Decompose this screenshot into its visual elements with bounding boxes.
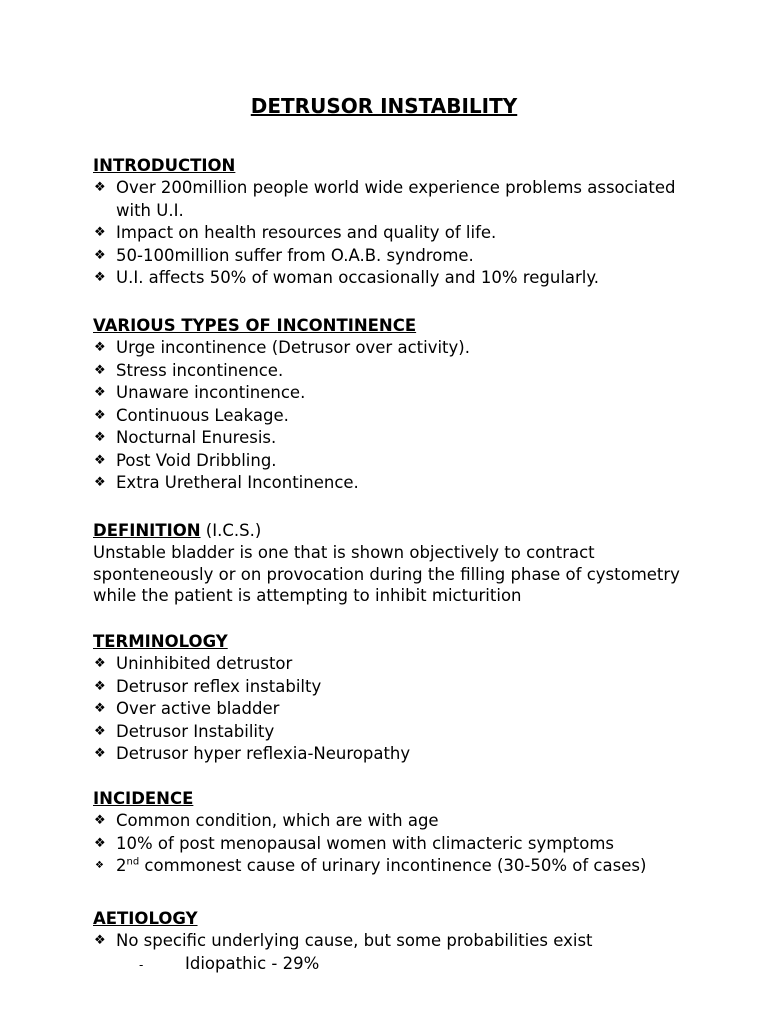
four-diamond-bullet-icon: ❖ bbox=[94, 180, 106, 195]
bullet-list bbox=[93, 177, 693, 290]
ordinal-superscript: nd bbox=[126, 856, 140, 868]
dash-bullet-icon: - bbox=[139, 958, 144, 972]
list-item: ❖ Extra Uretheral Incontinence. bbox=[93, 472, 693, 495]
section-heading: DEFINITION bbox=[93, 521, 201, 540]
list-item: ❖ Detrusor hyper reflexia-Neuropathy bbox=[93, 743, 693, 766]
section-heading: TERMINOLOGY bbox=[93, 632, 228, 651]
definition-heading-line bbox=[93, 519, 693, 542]
list-item: ❖ Impact on health resources and quality of life. bbox=[93, 222, 693, 245]
list-item: ❖ Nocturnal Enuresis. bbox=[93, 427, 693, 450]
list-item: ❖ 50-100million suffer from O.A.B. syndrome. bbox=[93, 245, 693, 268]
list-item: ❖ 10% of post menopausal women with climacteric symptoms bbox=[93, 833, 693, 856]
four-diamond-bullet-icon: ❖ bbox=[94, 407, 106, 423]
four-diamond-bullet-icon: ❖ bbox=[94, 723, 106, 739]
section-heading: AETIOLOGY bbox=[93, 909, 198, 928]
four-diamond-bullet-icon: ❖ bbox=[94, 452, 106, 468]
section-aetiology bbox=[93, 907, 693, 953]
four-diamond-bullet-icon: ❖ bbox=[94, 656, 106, 671]
definition-source-note: (I.C.S.) bbox=[200, 521, 262, 540]
document-title: DETRUSOR INSTABILITY bbox=[250, 94, 518, 118]
list-item: ❖ Urge incontinence (Detrusor over activity). bbox=[93, 337, 693, 360]
list-item: ❖ Detrusor Instability bbox=[93, 721, 693, 744]
section-types-of-incontinence bbox=[93, 314, 693, 495]
four-diamond-bullet-icon: ❖ bbox=[94, 270, 106, 285]
list-item: ❖ Unaware incontinence. bbox=[93, 382, 693, 405]
list-item: ❖ Common condition, which are with age bbox=[93, 810, 693, 833]
four-diamond-bullet-icon: ❖ bbox=[94, 933, 106, 948]
four-diamond-bullet-icon: ❖ bbox=[94, 430, 106, 445]
list-item: ❖ 2nd commonest cause of urinary incontinence (30-50% of cases) bbox=[93, 855, 676, 878]
list-item: ❖ Post Void Dribbling. bbox=[93, 450, 693, 473]
four-diamond-bullet-icon: ❖ bbox=[94, 701, 106, 716]
four-diamond-bullet-icon: ❖ bbox=[94, 247, 106, 263]
section-incidence bbox=[93, 787, 693, 878]
list-item: ❖ Detrusor reflex instabilty bbox=[93, 676, 693, 699]
bullet-list bbox=[93, 337, 693, 495]
bullet-list bbox=[93, 810, 693, 878]
four-diamond-bullet-icon: ❖ bbox=[94, 746, 106, 761]
section-definition bbox=[93, 519, 693, 607]
four-diamond-bullet-icon: ❖ bbox=[94, 835, 106, 851]
bullet-list bbox=[93, 930, 693, 953]
list-item: ❖ Stress incontinence. bbox=[93, 360, 693, 383]
list-item: ❖ No specific underlying cause, but some probabilities exist bbox=[93, 930, 693, 953]
four-diamond-bullet-icon: ❖ bbox=[94, 340, 106, 355]
section-terminology bbox=[93, 630, 693, 766]
section-heading: VARIOUS TYPES OF INCONTINENCE bbox=[93, 316, 417, 335]
bullet-list bbox=[93, 653, 693, 766]
list-item: ❖ Uninhibited detrustor bbox=[93, 653, 693, 676]
list-item: ❖ Over 200million people world wide experience problems associated with U.I. bbox=[94, 178, 676, 220]
section-heading: INTRODUCTION bbox=[93, 156, 236, 175]
four-diamond-bullet-icon: ❖ bbox=[94, 813, 106, 828]
list-item: ❖ Continuous Leakage. bbox=[93, 405, 693, 428]
section-introduction bbox=[93, 154, 693, 290]
list-item: ❖ Over active bladder bbox=[93, 698, 693, 721]
aetiology-sub-item: - Idiopathic - 29% bbox=[139, 953, 319, 976]
definition-text: Unstable bladder is one that is shown objectively to contract sponteneously or on provocation during the filling phase of cystometry while the patient is attempting to inhibit micturition bbox=[93, 543, 680, 605]
four-diamond-bullet-icon: ❖ bbox=[94, 362, 106, 378]
four-diamond-bullet-icon: ❖ bbox=[94, 225, 106, 240]
section-heading: INCIDENCE bbox=[93, 789, 194, 808]
four-diamond-bullet-icon: ❖ bbox=[94, 678, 106, 694]
list-item: ❖ U.I. affects 50% of woman occasionally and 10% regularly. bbox=[93, 267, 693, 290]
four-diamond-bullet-icon: ❖ bbox=[95, 860, 104, 871]
four-diamond-bullet-icon: ❖ bbox=[94, 385, 106, 400]
four-diamond-bullet-icon: ❖ bbox=[94, 475, 106, 490]
